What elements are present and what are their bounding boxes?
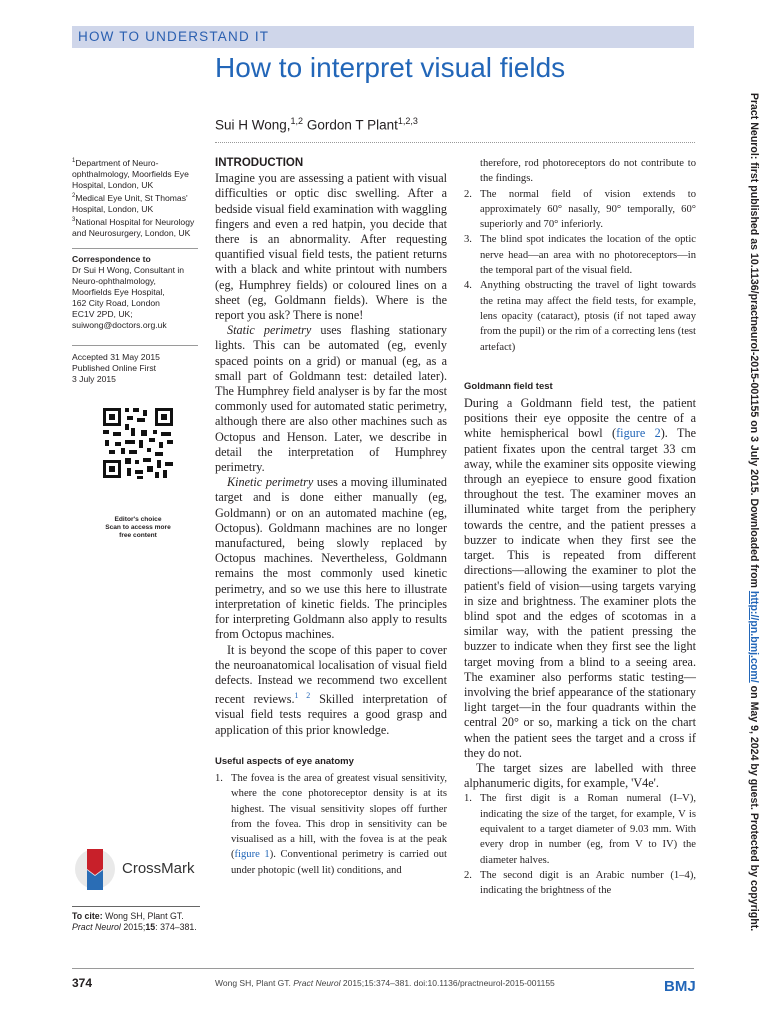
list-item: 3. The blind spot indicates the location of the optic nerve head—an area with no photoreceptors—in the temporal part of the visual field. [464,234,696,277]
list-item: 1. The fovea is the area of greatest visual sensitivity, where the cone photoreceptor density is at its highest. The visual sensitivity slopes off further from the fovea. This drop in sensitivity can be visualised as a hill, with the fovea is at the peak (figure 1). Conventional perimetry is carried out under photopic (well lit) conditions, and [215,772,447,876]
date-line: 3 July 2015 [72,374,116,384]
qr-code-icon[interactable] [101,406,175,514]
page-title: How to interpret visual fields [215,52,566,83]
authors [215,116,418,133]
sidebar-divider [72,248,198,249]
section-banner [72,26,694,48]
crossmark-badge[interactable] [74,840,202,902]
author-2[interactable]: Gordon T Plant [303,117,398,133]
anatomy-heading: Useful aspects of eye anatomy [215,755,354,767]
paragraph: Static perimetry uses flashing stationary lights. This can be automated (eg, evenly spaced points on a grid) or manual (eg, as a small part of Goldmann test: detailed later). The Humphrey field analyser is by far the most commonly used for automated static perimetry, although there are also other machines such as Octopus and Henson. Later, we describe in detail the interpretation of Humphrey perimetry. [215,323,447,475]
download-watermark: Pract Neurol: first published as 10.1136/practneurol-2015-001155 on 3 July 2015. Downloaded from http://pn.bmj.com/ on May 9, 2024 by guest. Protected by copyright. [748,92,760,932]
correspondence-line: Neuro-ophthalmology, [72,276,156,286]
affiliation-1: $^1$Department of Neuro-ophthalmology, Moorfields Eye Hospital, London, UK [72,157,189,190]
footer-rule [72,968,694,969]
date-line: Published Online First [72,363,157,373]
list-item: 2. The second digit is an Arabic number (1–4), indicating the brightness of the [464,869,696,897]
intro-heading: INTRODUCTION [215,157,304,169]
sidebar-divider [72,345,198,346]
column-1 [215,156,447,878]
correspondence-line: Moorfields Eye Hospital, [72,287,165,297]
paragraph: Kinetic perimetry uses a moving illuminated target and is done either manually (eg, Goldmann) or on an automated machine (eg, Octopus). Goldmann machines are no longer manufactured, being slowly replaced by Octopus machines. Nevertheless, Goldmann remains the most commonly used kinetic perimetry, and so we use this here to illustrate interpretation of kinetic fields. The principles for interpreting Goldmann also apply to results from Octopus machines. [215,475,447,642]
affiliations [72,156,200,239]
figure-1-link[interactable]: figure 1 [234,849,270,861]
anatomy-list [215,771,447,878]
figure-2-link[interactable]: figure 2 [616,426,661,441]
author-2-affil: 1,2,3 [397,116,418,126]
correspondence-line: Dr Sui H Wong, Consultant in [72,265,185,275]
footer-citation: Wong SH, Plant GT. Pract Neurol 2015;15:374–381. doi:10.1136/practneurol-2015-001155 [215,978,555,988]
author-1-affil: 1,2 [290,116,304,126]
bmj-logo: BMJ [664,978,696,995]
cite-label: To cite: [72,911,103,921]
target-size-list [464,791,696,898]
correspondence-line: 162 City Road, London [72,298,160,308]
paragraph: During a Goldmann field test, the patient positions their eye opposite the centre of a white hemispherical bowl (figure 2). The patient fixates upon the central target 33 cm away, while the examiner sits opposite viewing through an eyepiece to ensure good fixation throughout the test. The examiner moves an illuminated white target from the periphery towards the centre, and the patient presses a buzzer to indicate when they first see the target. This is repeated from different directions—allowing the examiner to plot the patient's field of vision—using targets varying in size and brightness. The examiner plots the blind spot and the edges of scotomas in a similar way, with the patient pressing the buzzer to indicate when they first see the light target moving from a blind to a seeing area. The examiner also performs static testing—involving the brief appearance of the stationary light target—in the four quadrants within the central 20° or so, marking a tick on the chart when the patient sees the target and a cross if they do not. [464,396,696,760]
journal-link[interactable]: http://pn.bmj.com/ [748,590,760,683]
correspondence-line: EC1V 2PD, UK; [72,309,133,319]
correspondence-heading: Correspondence to [72,254,151,264]
author-1[interactable]: Sui H Wong, [215,117,291,133]
list-item: 4. Anything obstructing the travel of light towards the retina may affect the field tests, for example, lens opacity (cataract), ptosis (if not taped away from the pupil) or the rim of a correcting lens (test artefact) [464,280,696,353]
section-label: HOW TO UNDERSTAND IT [78,29,270,44]
list-item: 2. The normal field of vision extends to approximately 60° nasally, 90° temporally, 60° superiorly and 70° inferiorly. [464,188,696,231]
reference-link[interactable]: 1 2 [294,691,311,701]
list-item: 1. The first digit is a Roman numeral (I–V), indicating the size of the target, for example, V is equivalent to a target diameter of 9.03 mm. With every drop in number (eg, from V to IV) the diameter halves. [464,793,696,866]
affiliation-2: $^2$Medical Eye Unit, St Thomas' Hospital, London, UK [72,192,188,214]
page-number: 374 [72,976,93,990]
crossmark-icon [74,840,116,898]
editors-choice-caption: Editor's choice Scan to access more free content [105,516,171,539]
article-dates [72,352,200,385]
paragraph: It is beyond the scope of this paper to cover the neuroanatomical localisation of visual field defects. Instead we recommend two excellent recent reviews.$^{1 2}$ Skilled interpretation of visual field tests requires a good grasp and application of this prior knowledge. [215,642,447,737]
correspondence-email[interactable]: suiwong@doctors.org.uk [72,320,167,330]
crossmark-label: CrossMark [122,860,195,877]
goldmann-heading: Goldmann field test [464,380,553,392]
anatomy-list-continued [464,156,696,355]
column-2 [464,156,696,898]
paragraph: Imagine you are assessing a patient with visual difficulties or optic disc swelling. After a bedside visual field examination with waggling fingers and even a red hatpin, you decide that there is an abnormality. After requesting quantified visual field tests, the patient returns with a black and white printout with numbers (eg, Humphrey fields) or coloured lines on a sheet (eg, Goldmann fields). Where is the report you ask? There is none! [215,171,447,323]
correspondence [72,254,200,331]
date-line: Accepted 31 May 2015 [72,352,160,362]
paragraph: The target sizes are labelled with three alphanumeric digits, for example, 'V4e'. [464,760,696,791]
author-divider [215,142,695,143]
list-item: therefore, rod photoreceptors do not contribute to the findings. [480,158,696,185]
affiliation-3: $^3$National Hospital for Neurology and Neurosurgery, London, UK [72,216,195,238]
cite-box: To cite: Wong SH, Plant GT. Pract Neurol 2015;15: 374–381. [72,906,200,933]
